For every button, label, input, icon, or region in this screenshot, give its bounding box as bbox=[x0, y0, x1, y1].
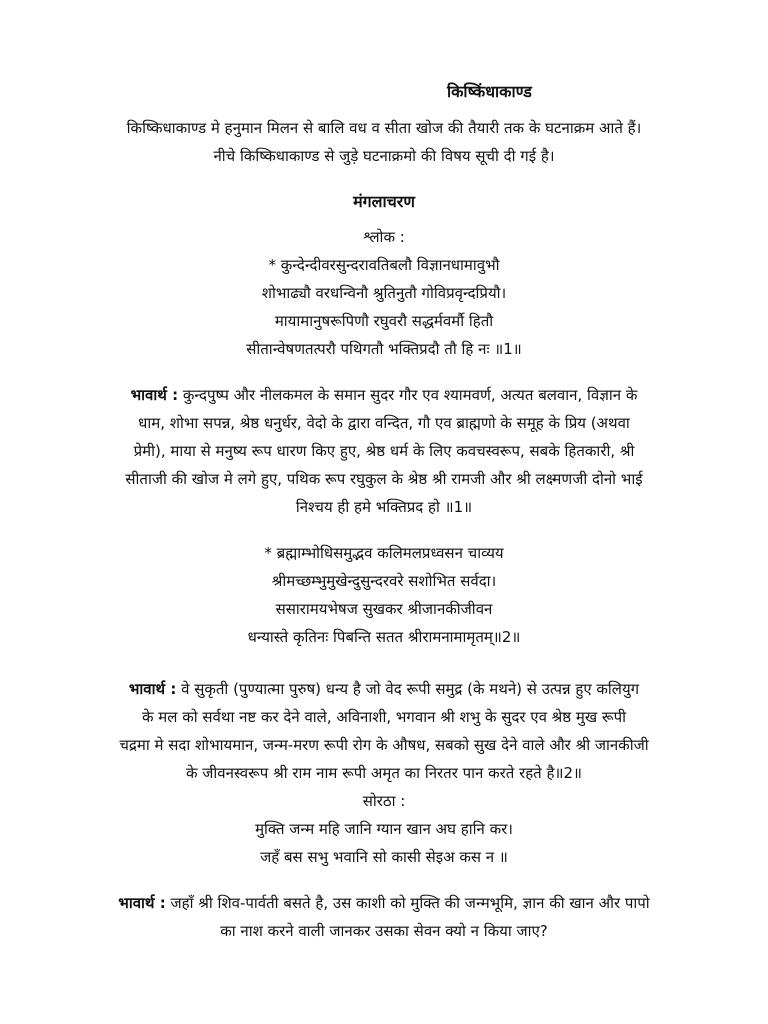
bhavarth-label: भावार्थ : bbox=[118, 894, 166, 912]
section-heading: मंगलाचरण bbox=[353, 192, 415, 211]
bhavarth-line: के मल को सर्वथा नष्ट कर देने वाले, अविनाशी, भगवान श्री शभु के सुदर एव श्रेष्ठ मुख रूपी bbox=[142, 708, 626, 726]
bhavarth-1 bbox=[54, 381, 714, 521]
shloka-line: मायामानुषरूपिणौ रघुवरौ सद्धर्मवर्मौ हितौ bbox=[274, 312, 494, 330]
bhavarth-line: धाम, शोभा सपन्न, श्रेष्ठ धनुर्धर, वेदो के द्वारा वन्दित, गौ एव ब्राह्मणो के समूह के प्रिय (अथवा bbox=[138, 414, 630, 432]
section-heading-block bbox=[54, 188, 714, 216]
bhavarth-line: निश्चय ही हमे भक्तिप्रद हो ॥1॥ bbox=[295, 498, 473, 516]
shloka-label: श्लोक : bbox=[363, 228, 405, 246]
bhavarth-2 bbox=[54, 675, 714, 871]
shloka-line: शोभाढ्यौ वरधन्विनौ श्रुतिनुतौ गोविप्रवृन्दप्रियौ। bbox=[261, 284, 507, 302]
bhavarth-label: भावार्थ : bbox=[130, 386, 179, 404]
shloka-line: सीतान्वेषणतत्परौ पथिगतौ भक्तिप्रदौ तौ हि नः ॥1॥ bbox=[246, 340, 522, 358]
bhavarth-line: के जीवनस्वरूप श्री राम नाम रूपी अमृत का निरतर पान करते रहते है॥2॥ bbox=[186, 764, 582, 782]
shloka-line: * ब्रह्माम्भोधिसमुद्भव कलिमलप्रध्वसन चाव्यय bbox=[264, 544, 504, 562]
bhavarth-text: कुन्दपुष्प और नीलकमल के समान सुदर गौर एव श्यामवर्ण, अत्यत बलवान, विज्ञान के bbox=[182, 386, 638, 404]
soratha-line: मुक्ति जन्म महि जानि ग्यान खान अघ हानि कर। bbox=[255, 820, 513, 838]
intro-line: नीचे किष्किधाकाण्ड से जुड़े घटनाक्रमो की विषय सूची दी गई है। bbox=[213, 147, 555, 165]
shloka-line: ससारामयभेषज सुखकर श्रीजानकीजीवन bbox=[275, 600, 493, 618]
shloka-line: श्रीमच्छम्भुमुखेन्दुसुन्दरवरे सशोभित सर्वदा। bbox=[271, 572, 497, 590]
shloka-line: * कुन्देन्दीवरसुन्दरावतिबलौ विज्ञानधामावुभौ bbox=[268, 256, 500, 274]
bhavarth-3 bbox=[54, 889, 714, 945]
shloka-2 bbox=[54, 539, 714, 651]
bhavarth-text: जहाँ श्री शिव-पार्वती बसते है, उस काशी को मुक्ति की जन्मभूमि, ज्ञान की खान और पापो bbox=[170, 894, 650, 912]
page-title: किष्किंधाकाण्ड bbox=[447, 82, 532, 101]
shloka-line: धन्यास्ते कृतिनः पिबन्ति सतत श्रीरामनामामृतम्‌॥2॥ bbox=[247, 628, 521, 646]
bhavarth-text: वे सुकृती (पुण्यात्मा पुरुष) धन्य है जो वेद रूपी समुद्र (के मथने) से उत्पन्न हुए कलियुग bbox=[181, 680, 640, 698]
bhavarth-label: भावार्थ : bbox=[128, 680, 177, 698]
intro-line: किष्किधाकाण्ड मे हनुमान मिलन से बालि वध व सीता खोज की तैयारी तक के घटनाक्रम आते हैं। bbox=[126, 119, 642, 137]
bhavarth-line: चद्रमा मे सदा शोभायमान, जन्म-मरण रूपी रोग के औषध, सबको सुख देने वाले और श्री जानकीजी bbox=[119, 736, 649, 754]
soratha-label: सोरठा : bbox=[362, 792, 406, 810]
bhavarth-line: सीताजी की खोज मे लगे हुए, पथिक रूप रघुकुल के श्रेष्ठ श्री रामजी और श्री लक्ष्मणजी दोनो भाई bbox=[125, 470, 643, 488]
intro-paragraph bbox=[54, 114, 714, 170]
bhavarth-line: का नाश करने वाली जानकर उसका सेवन क्यो न किया जाए? bbox=[220, 922, 548, 940]
shloka-1 bbox=[54, 223, 714, 363]
bhavarth-line bbox=[54, 381, 714, 409]
soratha-line: जहँ बस सभु भवानि सो कासी सेइअ कस न ॥ bbox=[260, 848, 508, 866]
bhavarth-line: प्रेमी), माया से मनुष्य रूप धारण किए हुए, श्रेष्ठ धर्म के लिए कवचस्वरूप, सबके हितकारी, श्री bbox=[133, 442, 635, 460]
bhavarth-line bbox=[54, 889, 714, 917]
bhavarth-line bbox=[54, 675, 714, 703]
